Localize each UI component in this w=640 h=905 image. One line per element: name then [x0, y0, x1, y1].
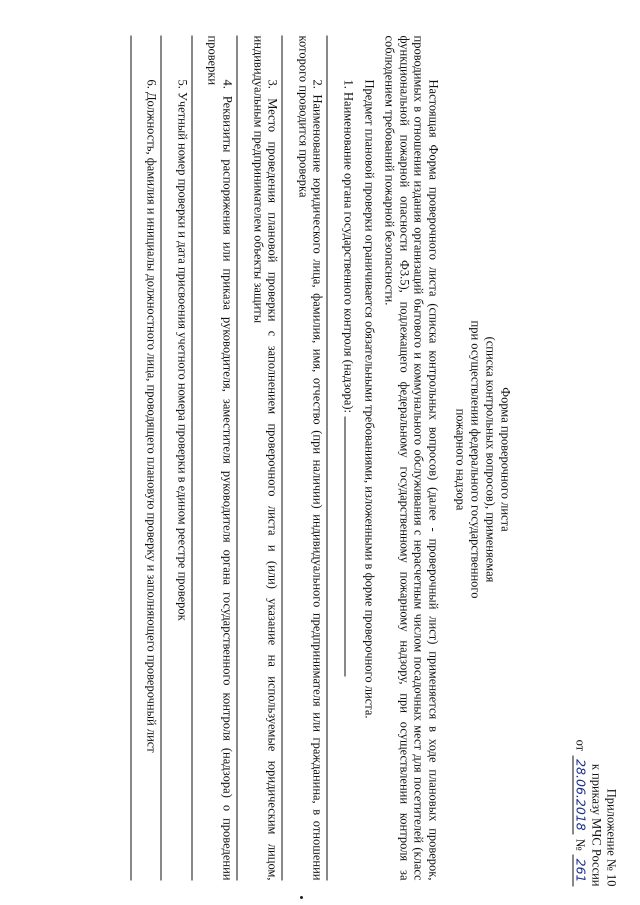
item-1-field	[345, 416, 356, 676]
title-line-1: Форма проверочного листа	[498, 387, 513, 532]
from-label: от	[573, 739, 588, 752]
appendix-date-line	[573, 667, 589, 887]
form-body	[128, 36, 440, 881]
list-item	[130, 36, 159, 881]
title-line-2: (списка контрольных вопросов), применяемая	[483, 336, 498, 583]
handwritten-number: 261	[573, 855, 589, 887]
list-item	[191, 36, 234, 881]
item-6-line	[130, 36, 144, 881]
item-6-text: 6. Должность, фамилия и инициалы должностного лица, проводящего плановую проверку и заполняющего проверочный лист	[144, 79, 159, 753]
list-item	[327, 36, 356, 881]
item-5-text: 5. Учетный номер проверки и дата присвоения учетного номера проверки в едином реестре проверок	[175, 79, 190, 621]
list-item	[161, 36, 190, 881]
scan-speck	[300, 896, 303, 899]
title-line-4: пожарного надзора	[453, 408, 468, 511]
handwritten-date: 28.06.2018	[573, 755, 589, 835]
item-3-line	[237, 36, 251, 881]
intro-paragraph: Настоящая Форма проверочного листа (списка контрольных вопросов) (далее - проверочный лист) применяется в ходе плановых проверок, проводимых в отношении издания организаций бытового и коммунального обслуживания с нерасчетным числом посадочных мест для посетителей (класс функциональной пожарной опасности Ф3.5), подлежащего федеральному государственному пожарному надзору, при осуществлении контроля за соблюдением требований пожарной безопасности.	[382, 35, 441, 881]
number-label: №	[573, 838, 588, 851]
appendix-header	[573, 667, 619, 887]
title-line-3: при осуществлении федерального государственного	[468, 320, 483, 599]
item-4-text: 4. Реквизиты распоряжения или приказа руководителя, заместителя руководителя органа государственного контроля (надзора) о проведении проверки	[205, 35, 235, 881]
rotated-content	[1, 0, 640, 905]
appendix-order-ref: к приказу МЧС России	[589, 763, 604, 887]
list-item	[237, 36, 280, 881]
subject-paragraph: Предмет плановой проверки ограничивается обязательными требованиями, изложенными в форме проверочного листа.	[362, 79, 377, 719]
item-2-text: 2. Наименование юридического лица, фамилия, имя, отчество (при наличии) индивидуального предпринимателя или гражданина, в отношении которого проводится проверка	[296, 35, 325, 881]
appendix-number: Приложение № 10	[604, 788, 619, 887]
item-2-line	[282, 36, 296, 881]
item-4-line	[191, 36, 205, 881]
list-item	[282, 36, 325, 881]
item-1-line	[327, 36, 341, 881]
item-5-line	[161, 36, 175, 881]
item-1-text: 1. Наименование органа государственного контроля (надзора):	[341, 79, 356, 414]
item-3-text: 3. Место проведения плановой проверки с заполнением проверочного листа и (или) указание на используемые юридическим лицом, индивидуальным предпринимателем объекты защиты	[251, 35, 280, 881]
form-title	[453, 250, 513, 670]
